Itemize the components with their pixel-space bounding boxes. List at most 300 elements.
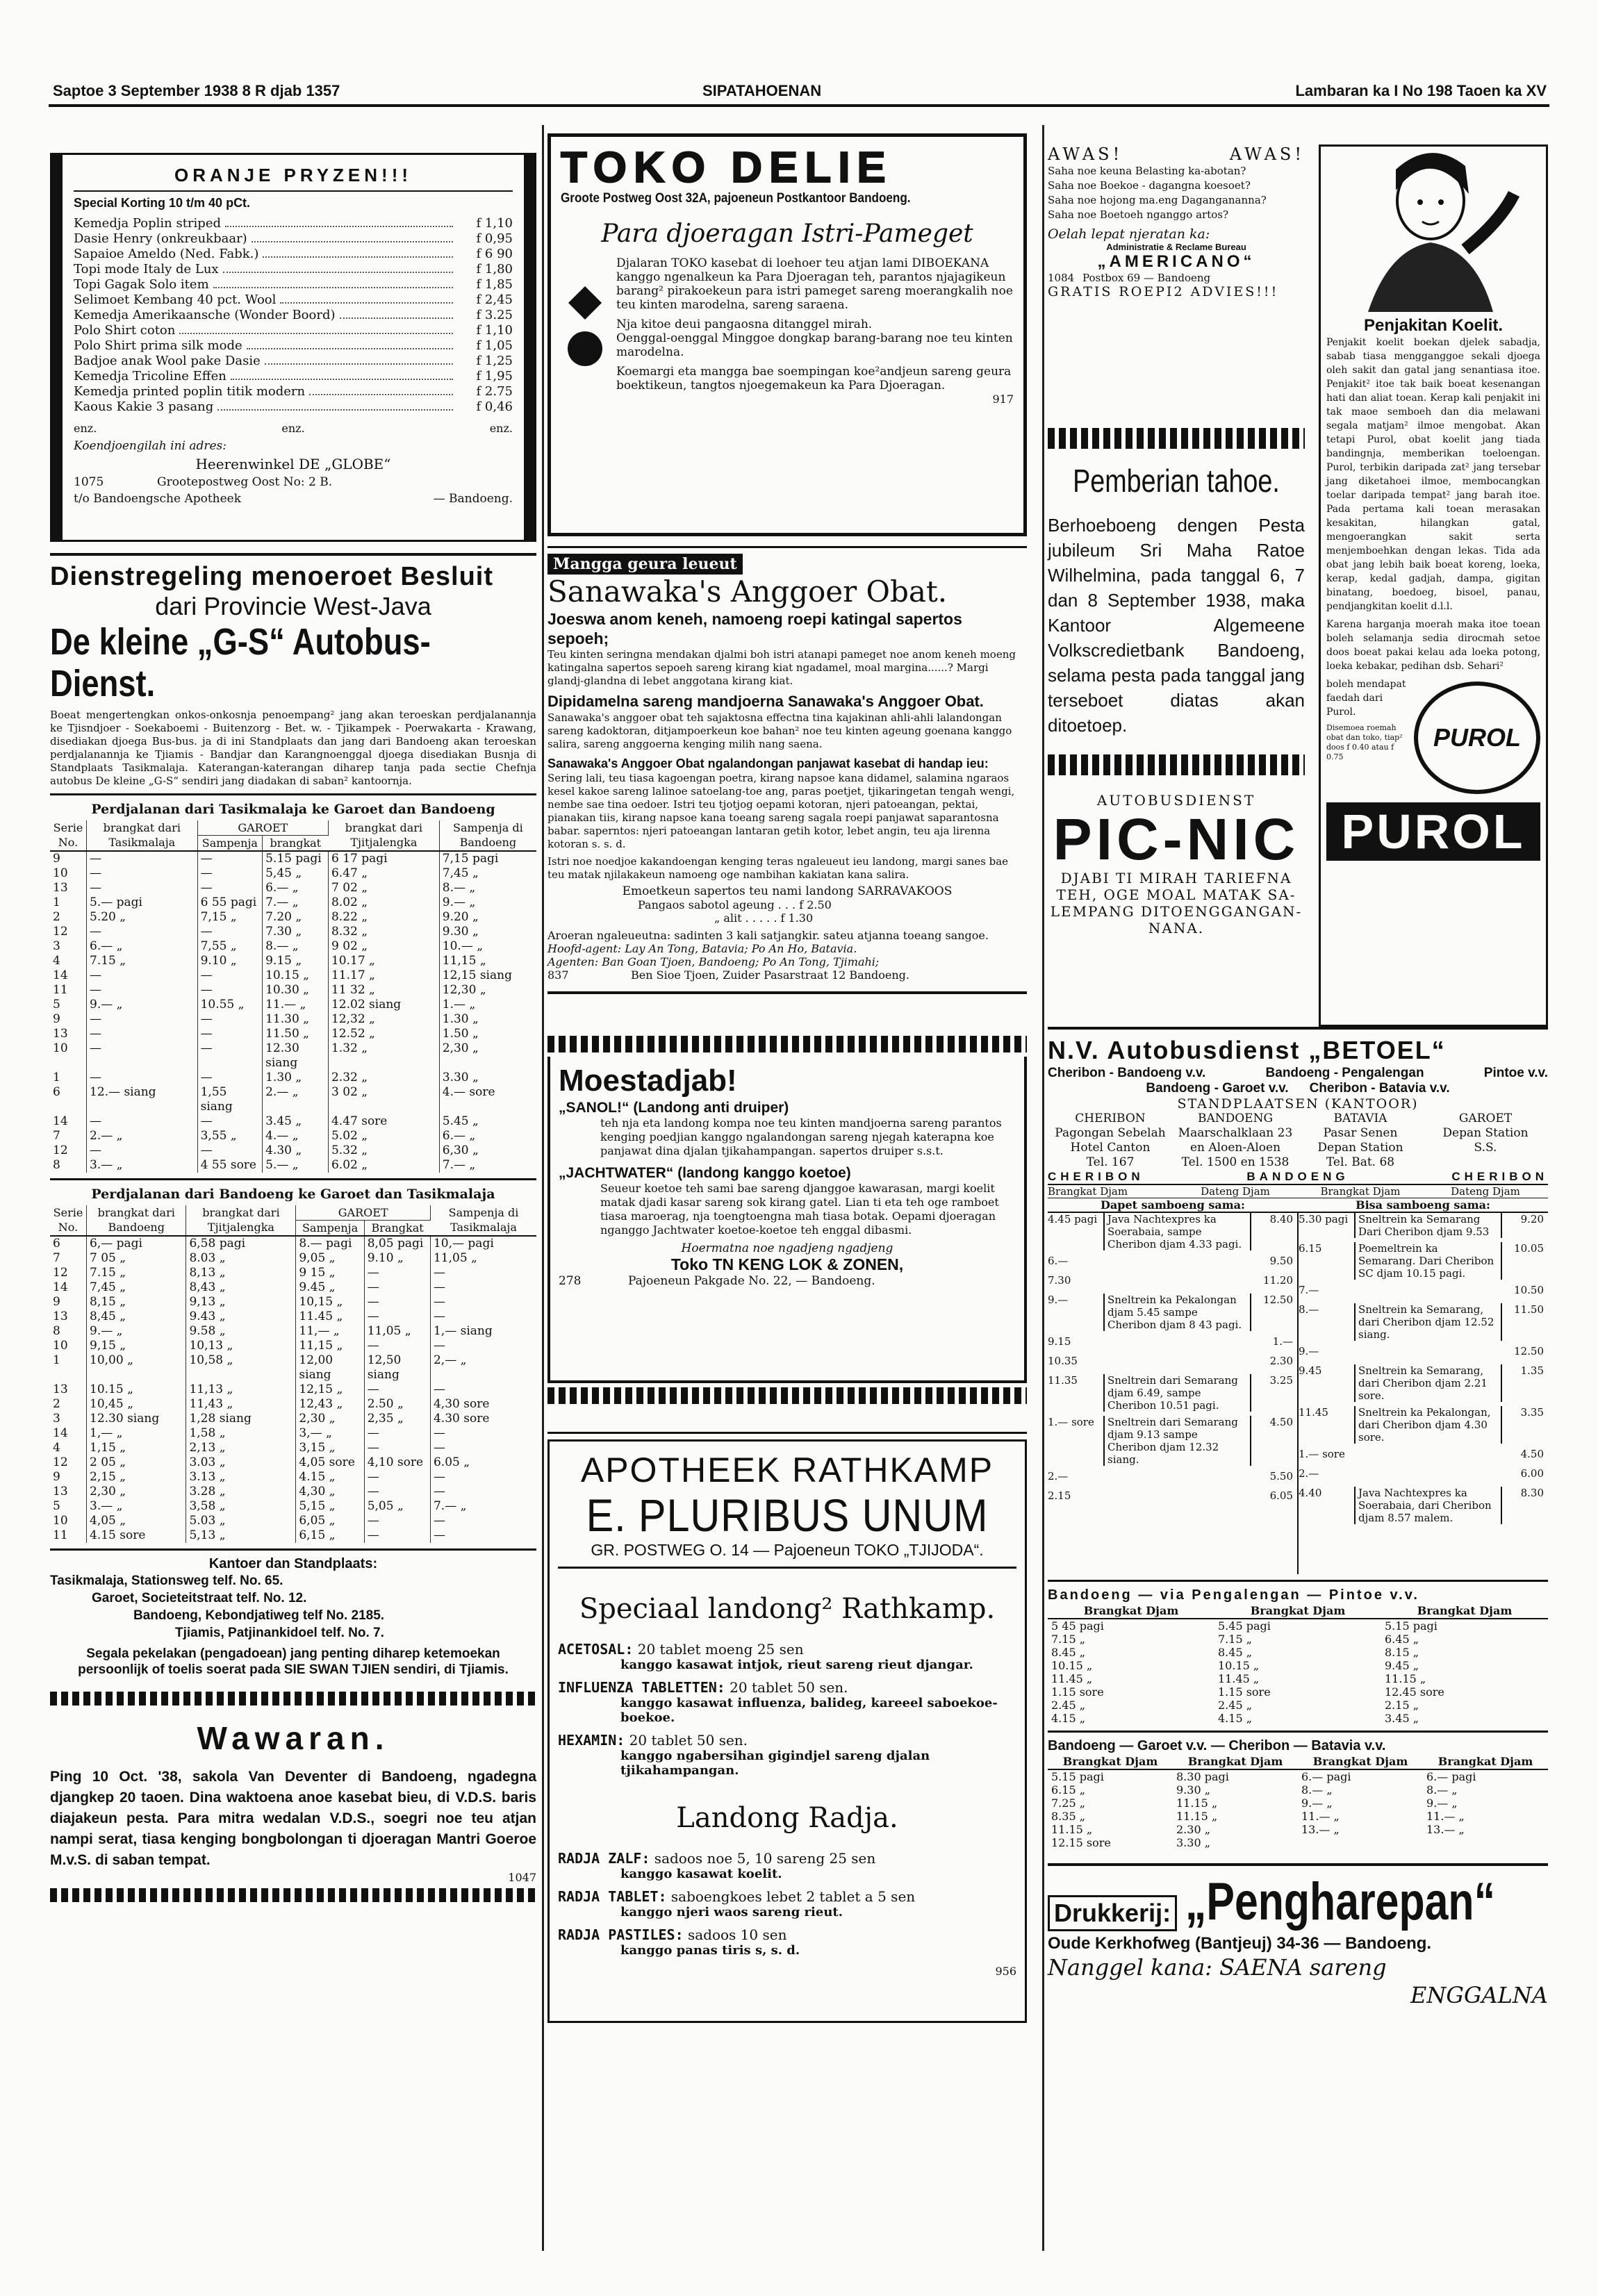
table-cell: 4 55 sore: [197, 1158, 263, 1173]
product-row: [558, 1641, 1016, 1672]
arrive-time: 9.20: [1520, 1213, 1544, 1225]
sanawaka-p1: Teu kinten seringna mendakan djalmi boh istri atanapi pameget noe anom keneh moeng katingalna sapertos sepoeh sareng kirang kiat ngadamel, moal margina......? Margi glandj-glandna di lebet anggotana kirang kiat.: [547, 648, 1016, 687]
table-cell: 5.— pagi: [87, 895, 198, 910]
table-cell: 12,00 siang: [296, 1353, 364, 1382]
depart-time: 7.30: [1048, 1274, 1071, 1287]
sanol-head: „SANOL!“ (Landong anti druiper): [559, 1100, 789, 1116]
table-cell: —: [364, 1382, 430, 1397]
item-price: f 1,05: [476, 338, 513, 353]
office-line: Garoet, Societeitstraat telf. No. 12.: [92, 1591, 307, 1605]
shop-name: Toko TN KENG LOK & ZONEN,: [670, 1255, 904, 1273]
tin-icon: [1414, 682, 1540, 794]
depart-time: 6.—: [1048, 1255, 1069, 1267]
office-row: [1048, 1112, 1548, 1126]
route: Cheribon - Batavia v.v.: [1309, 1081, 1450, 1096]
col-head: Dateng Djam: [1451, 1185, 1520, 1198]
office-cell: Hotel Canton: [1070, 1141, 1151, 1155]
diamond-icon: [568, 286, 602, 320]
table-cell: 8.— „: [1301, 1783, 1333, 1797]
picnic-small: AUTOBUSDIENST: [1096, 792, 1256, 809]
table-cell: 4,30 sore: [433, 1397, 490, 1411]
table-cell: 6 17 pagi: [328, 851, 439, 866]
table-cell: 5 45 pagi: [1051, 1619, 1104, 1633]
table-row: [50, 1071, 536, 1085]
table-cell: 2.— „: [263, 1085, 329, 1114]
col-head: brangkat dari Bandoeng: [87, 1205, 186, 1236]
product-use: kanggo panas tiris s, s. d.: [620, 1943, 800, 1958]
leader-dots: [265, 354, 453, 365]
depart-time: 9.—: [1299, 1345, 1319, 1357]
divider: [50, 1178, 536, 1180]
sanawaka-h2: Dipidamelna sareng mandjoerna Sanawaka's Anggoer Obat.: [547, 693, 984, 710]
table-cell: 8.02 „: [328, 895, 439, 910]
woman-scratching-illustration: [1326, 152, 1535, 312]
price-large: Pangaos sabotol ageung . . . f 2.50: [638, 898, 832, 911]
table-cell: 1.— „: [442, 998, 476, 1011]
table-cell: 1,— „: [87, 1426, 186, 1441]
schedule-row: [1048, 1213, 1297, 1250]
apotheek-special: Speciaal landong² Rathkamp.: [579, 1593, 996, 1625]
table-cell: —: [87, 1041, 198, 1071]
price-row: [74, 231, 513, 247]
divider: [547, 546, 1027, 548]
table-cell: 12.15 sore: [1051, 1836, 1111, 1849]
table-cell: 11.— „: [1426, 1810, 1465, 1823]
timetable-2-title: Perdjalanan dari Bandoeng ke Garoet dan Tasikmalaja: [91, 1187, 495, 1202]
awas-gratis: GRATIS ROEPI2 ADVIES!!!: [1048, 284, 1279, 299]
betoel-left-times: [1048, 1213, 1299, 1574]
table-cell: 11,15 „: [296, 1339, 364, 1353]
connection: [1354, 1467, 1502, 1483]
product-name: ACETOSAL:: [558, 1641, 634, 1658]
office-cell: Depan Station: [1317, 1141, 1403, 1155]
table-cell: —: [87, 1071, 198, 1085]
ad-number: 837: [547, 968, 569, 982]
table-cell: 11.15 „: [1176, 1797, 1218, 1810]
table-cell: 11.30 „: [263, 1012, 329, 1027]
product-line: [558, 1926, 1016, 1943]
office-line: Bandoeng, Kebondjatiweg telf No. 2185.: [133, 1608, 385, 1623]
table-cell: 2.32 „: [328, 1071, 439, 1085]
table-row: [1048, 1672, 1548, 1685]
sanawaka-p5: Emoetkeun sapertos teu nami landong SARRAVAKOOS: [622, 884, 953, 898]
table-cell: —: [87, 881, 198, 895]
table-row: [1048, 1633, 1548, 1646]
table-cell: 13: [50, 1382, 87, 1397]
table-row: [50, 1528, 536, 1543]
divider: [50, 793, 536, 795]
arrive-time: 10.05: [1514, 1242, 1544, 1255]
divider: [1048, 1580, 1548, 1582]
table-cell: 12.45 sore: [1385, 1685, 1444, 1699]
table-cell: —: [87, 983, 198, 998]
betoel-offices: [1048, 1112, 1548, 1170]
table-cell: 8.— pagi: [296, 1236, 364, 1251]
table-cell: 9,05 „: [296, 1251, 364, 1266]
sub-head: Bisa samboeng sama:: [1356, 1198, 1490, 1212]
product-line: [558, 1850, 1016, 1867]
schedule-row: [1048, 1374, 1297, 1412]
col-head: Sampenja di Bandoeng: [439, 820, 536, 851]
price-row: [74, 338, 513, 354]
schedule-row: [1299, 1467, 1548, 1483]
table-cell: 5.45 „: [442, 1114, 479, 1128]
picnic-line: TEH, OGE MOAL MATAK SA-: [1056, 886, 1296, 903]
item-name: Badjoe anak Wool pake Dasie: [74, 354, 261, 368]
depart-time: 11.35: [1048, 1374, 1078, 1387]
table-cell: —: [87, 968, 198, 983]
bus-subtitle: dari Provincie West-Java: [155, 592, 431, 620]
table-cell: 8.— „: [263, 939, 329, 954]
table-cell: —: [197, 1143, 263, 1158]
product-desc: 20 tablet 50 sen.: [625, 1732, 748, 1749]
table-cell: 14: [50, 1426, 87, 1441]
product-desc: 20 tablet moeng 25 sen: [633, 1641, 804, 1658]
table-cell: 3.30 „: [442, 1071, 479, 1084]
office-cell: BATAVIA: [1333, 1112, 1387, 1125]
divider: [1048, 1731, 1548, 1733]
delie-title: TOKO DELIE: [561, 144, 893, 192]
table-cell: —: [364, 1426, 430, 1441]
arrive-time: 6.00: [1520, 1467, 1544, 1480]
sanawaka-agent: Ben Sioe Tjoen, Zuider Pasarstraat 12 Bandoeng.: [631, 968, 909, 982]
table-cell: 6,15 „: [296, 1528, 364, 1543]
table-cell: 5.02 „: [328, 1129, 439, 1143]
table-cell: 12.52 „: [328, 1027, 439, 1041]
table-cell: 8.— „: [442, 881, 476, 895]
regards: Hoermatna noe ngadjeng ngadjeng: [681, 1241, 893, 1255]
table-cell: 10.17 „: [328, 954, 439, 968]
delie-script: Para djoeragan Istri-Pameget: [601, 220, 973, 248]
table-row: [50, 925, 536, 939]
table-row: [50, 954, 536, 968]
price-row: [74, 292, 513, 308]
table-cell: 11: [50, 983, 87, 998]
table-cell: 7.15 „: [87, 1266, 186, 1280]
table-row: [50, 1012, 536, 1027]
schedule-row: [1299, 1448, 1548, 1463]
timetable-1: [50, 820, 536, 1173]
table-cell: 6,05 „: [296, 1514, 364, 1528]
divider: [547, 1432, 1027, 1434]
wawaran-title: Wawaran.: [197, 1720, 390, 1756]
product-line: [558, 1641, 1016, 1658]
table-row: [50, 1266, 536, 1280]
table-cell: 12.— siang: [87, 1085, 198, 1114]
table-cell: 7.15 „: [87, 954, 198, 968]
table-cell: 8,45 „: [87, 1310, 186, 1324]
enz: enz.: [74, 422, 97, 435]
table-row: [50, 1455, 536, 1470]
table-cell: —: [433, 1310, 445, 1323]
depart-time: 1.— sore: [1048, 1416, 1094, 1428]
table-cell: 2.— „: [87, 1129, 198, 1143]
table-cell: 11.— „: [263, 998, 329, 1012]
col-head: Brangkat Djam: [1173, 1754, 1298, 1769]
table-cell: 2.30 „: [1176, 1823, 1210, 1836]
table-row: [50, 1310, 536, 1324]
table-cell: —: [364, 1528, 430, 1543]
schedule-row: [1299, 1487, 1548, 1524]
table-row: [50, 1085, 536, 1114]
table-cell: 11: [50, 1528, 87, 1543]
table-cell: 3.30 „: [1176, 1836, 1210, 1849]
table-row: [50, 1499, 536, 1514]
divider: [50, 553, 536, 556]
table-cell: 5.— „: [263, 1158, 329, 1173]
schedule-row: [1048, 1294, 1297, 1331]
table-cell: 9.15 „: [263, 954, 329, 968]
table-cell: 3,15 „: [296, 1441, 364, 1455]
table-row: [1048, 1783, 1548, 1797]
product-line: [558, 1732, 1016, 1749]
table-row: [50, 881, 536, 895]
table-row: [50, 1027, 536, 1041]
table-cell: 9: [50, 1470, 87, 1485]
table-cell: 2,30 „: [87, 1485, 186, 1499]
table-cell: 1: [50, 1071, 87, 1085]
table-cell: 9,15 „: [87, 1339, 186, 1353]
table-cell: 7.— „: [433, 1499, 467, 1513]
awas-heading: AWAS!: [1229, 144, 1305, 164]
office-cell: Maarschalklaan 23: [1178, 1126, 1293, 1140]
sanawaka-p4: Istri noe noedjoe kakandoengan kenging teras ngaleueut ieu landong, margi sanes bae teu matak njilakakeun namoeng oge nambihan kakiatan kana salira.: [547, 855, 1009, 881]
table-cell: —: [87, 866, 198, 881]
table-cell: 4: [50, 954, 87, 968]
connection: Sneltrein ka Pekalongan, dari Cheribon djam 4.30 sore.: [1354, 1406, 1502, 1444]
depart-time: 6.15: [1299, 1242, 1322, 1255]
table-cell: 8.35 „: [1051, 1810, 1085, 1823]
table-cell: 5: [50, 1499, 87, 1514]
table-cell: —: [197, 1071, 263, 1085]
connection: [1103, 1255, 1251, 1270]
table-cell: 5.03 „: [186, 1514, 296, 1528]
picnic-line: NANA.: [1148, 920, 1205, 936]
table-cell: 7.30 „: [263, 925, 329, 939]
schedule-row: [1299, 1242, 1548, 1280]
table-cell: 13: [50, 1310, 87, 1324]
connection: [1354, 1345, 1502, 1360]
column-divider: [542, 125, 544, 2251]
table-cell: —: [197, 1041, 263, 1071]
purol-brand: PUROL: [1326, 802, 1540, 861]
schedule-row: [1299, 1303, 1548, 1341]
sanawaka-p3: Sering lali, teu tiasa kagoengan poetra, kirang napsoe kana didamel, salamina ngaraos kesel kakoe sareng lalinoe satoelang-toe ang, paras poetjet, tjikaringetan tengah wengi, nembe sae tina oedoer. Istri teu tjotjog oepami kotoran, njeri patoeangan, pektai, pianakan tiis, kirang napsoe kana toeang sareng sagala roepi panjawat saparantosna babar. saperntos: njeri patoeangan lantaran getih kotor, lebet angin, teu aja lirenna kotoran s. s. d.: [547, 772, 1015, 850]
complaint-note: Segala pekelakan (pengadoean) jang penting diharep ketemoekan persoonlijk of toelis soerat pada SIE SWAN TJIEN sendiri, di Tjiamis.: [78, 1646, 509, 1677]
table-cell: 3.28 „: [186, 1485, 296, 1499]
table-cell: 9.30 „: [1176, 1783, 1210, 1797]
leader-dots: [231, 369, 453, 380]
product-row: [558, 1850, 1016, 1881]
table-cell: 6,30 „: [442, 1143, 479, 1157]
col-head: Brangkat Djam: [1381, 1603, 1548, 1619]
col-serie: Serie No.: [50, 820, 87, 851]
product-desc: saboengkoes lebet 2 tablet a 5 sen: [666, 1888, 916, 1905]
column-middle: [547, 125, 1027, 2023]
product-list: [558, 1850, 1016, 1958]
col-head: brangkat dari Tjitjalengka: [186, 1205, 296, 1236]
table-cell: —: [364, 1485, 430, 1499]
table-cell: —: [433, 1441, 445, 1455]
table-cell: 2,13 „: [186, 1441, 296, 1455]
table-cell: —: [87, 1114, 198, 1129]
table-cell: 2,30 „: [296, 1412, 364, 1426]
product-use: kanggo kasawat intjok, rieut sareng rieut djangar.: [620, 1658, 973, 1672]
table-cell: 6: [50, 1236, 87, 1251]
table-cell: 1: [50, 1353, 87, 1382]
product-name: INFLUENZA TABLETTEN:: [558, 1679, 725, 1696]
table-cell: —: [433, 1528, 445, 1542]
table-cell: 9.20 „: [442, 910, 479, 924]
product-list: [558, 1641, 1016, 1778]
ornament-diamonds: [561, 256, 616, 393]
table-cell: 6.02 „: [328, 1158, 439, 1173]
office-row: [1048, 1126, 1548, 1141]
delie-p1: Djalaran TOKO kasebat di loehoer teu atjan lami DIBOEKANA kanggo ngenalkeun ka Para Djoeragan teh, parantos njajagikeun barang² pirakoekeun para istri pameget sareng moerangkalih noe teu kinten marodelna, sareng saraena.: [616, 256, 1013, 312]
table-cell: 1,55 siang: [197, 1085, 263, 1114]
awas-heading: AWAS!: [1048, 144, 1123, 164]
depart-time: 9.—: [1048, 1294, 1069, 1306]
table-row: [50, 895, 536, 910]
product-use: kanggo kasawat influenza, balideg, kareeel saboekoe-boekoe.: [620, 1696, 998, 1725]
product-name: HEXAMIN:: [558, 1732, 625, 1749]
table-cell: 10,13 „: [186, 1339, 296, 1353]
drukkerij-name: „Pengharepan“: [1185, 1872, 1496, 1931]
office-row: [1048, 1155, 1548, 1170]
connection: [1103, 1489, 1251, 1505]
office-line: Tjiamis, Patjinankidoel telf. No. 7.: [175, 1626, 384, 1640]
depart-time: 5.30 pagi: [1299, 1213, 1349, 1225]
table-cell: 10.15 „: [1218, 1659, 1260, 1672]
table-cell: 11.45 „: [1051, 1672, 1093, 1685]
table-cell: 8,05 pagi: [364, 1236, 430, 1251]
office-cell: S.S.: [1474, 1141, 1497, 1155]
table-cell: 3.— „: [87, 1499, 186, 1514]
depart-time: 4.40: [1299, 1487, 1322, 1499]
sanawaka-agent: Agenten: Ban Goan Tjoen, Bandoeng; Po An Tong, Tjimahi;: [547, 955, 880, 968]
table-cell: 13.— „: [1301, 1823, 1340, 1836]
col-head: Brangkat: [364, 1221, 430, 1237]
arrive-time: 9.50: [1269, 1255, 1293, 1267]
purol-ad: [1319, 144, 1548, 1027]
drukkerij-label: Drukkerij:: [1048, 1895, 1177, 1931]
table-row: [50, 866, 536, 881]
table-cell: 8: [50, 1324, 87, 1339]
bureau-name: „AMERICANO“: [1097, 252, 1255, 271]
office-cell: GAROET: [1458, 1112, 1513, 1125]
table-cell: 6.05 „: [433, 1455, 470, 1469]
schedule-row: [1048, 1355, 1297, 1370]
table-cell: 8.22 „: [328, 910, 439, 925]
table-cell: 6.— „: [263, 881, 329, 895]
column-divider: [1042, 125, 1044, 2251]
table-cell: 12: [50, 1266, 87, 1280]
table-row: [50, 1295, 536, 1310]
table-cell: 3,— „: [296, 1426, 364, 1441]
route: Bandoeng - Garoet v.v.: [1146, 1081, 1289, 1096]
table-row: [1048, 1685, 1548, 1699]
schedule-row: [1048, 1470, 1297, 1485]
table-cell: —: [197, 925, 263, 939]
table-cell: 12.30 siang: [87, 1412, 186, 1426]
table-cell: 6: [50, 1085, 87, 1114]
table-row: [50, 1339, 536, 1353]
col-head: Brangkat Djam: [1048, 1603, 1214, 1619]
item-name: Kemedja Tricoline Effen: [74, 369, 226, 383]
apotheek-motto: E. PLURIBUS UNUM: [586, 1489, 989, 1541]
purol-tin: [1410, 677, 1540, 795]
table-cell: 1,28 siang: [186, 1412, 296, 1426]
shop-name: Heerenwinkel DE „GLOBE“: [195, 456, 391, 472]
arrive-time: 6.05: [1269, 1489, 1293, 1502]
depart-time: 11.45: [1299, 1406, 1328, 1419]
leader-dots: [213, 277, 453, 288]
arrive-time: 11.20: [1263, 1274, 1293, 1287]
bus-title: Dienstregeling menoeroet Besluit: [50, 562, 494, 591]
product-row: [558, 1679, 1016, 1725]
enz-row: [74, 422, 513, 435]
table-row: [50, 1441, 536, 1455]
connection: Sneltrein ka Semarang, dari Cheribon djam 2.21 sore.: [1354, 1364, 1502, 1402]
betoel-ad: [1048, 1021, 1548, 2009]
table-cell: 1,15 „: [87, 1441, 186, 1455]
question-line: Saha noe Boekoe - dagangna koesoet?: [1048, 179, 1251, 192]
connection: [1103, 1470, 1251, 1485]
table-cell: 9.30 „: [442, 925, 479, 939]
table-cell: —: [364, 1310, 430, 1324]
connection: Sneltrein dari Semarang djam 9.13 sampe Cheribon djam 12.32 siang.: [1103, 1416, 1251, 1466]
table-cell: 3.13 „: [186, 1470, 296, 1485]
table-cell: 9.43 „: [186, 1310, 296, 1324]
table-cell: 5.15 pagi: [1385, 1619, 1438, 1633]
table-row: [50, 1129, 536, 1143]
table-cell: 9.— „: [87, 998, 198, 1012]
table-cell: —: [197, 968, 263, 983]
table-cell: 12,50 siang: [364, 1353, 430, 1382]
table-cell: 8.45 „: [1051, 1646, 1085, 1659]
arrive-time: 8.40: [1269, 1213, 1293, 1225]
arrive-time: 2.30: [1269, 1355, 1293, 1367]
table-cell: 2,35 „: [364, 1412, 430, 1426]
col-head: Sampenja: [197, 836, 263, 852]
depart-time: 1.— sore: [1299, 1448, 1345, 1460]
table-cell: —: [433, 1382, 445, 1396]
item-price: f 2,45: [476, 292, 513, 307]
table-cell: 10.30 „: [263, 983, 329, 998]
kantor-list: [50, 1572, 536, 1642]
schedule-row: [1048, 1255, 1297, 1270]
schedule-row: [1299, 1284, 1548, 1299]
schedule-row: [1048, 1489, 1297, 1505]
ad-number: 1075: [74, 475, 104, 489]
table-cell: 8.45 „: [1218, 1646, 1252, 1659]
table-cell: 13: [50, 1485, 87, 1499]
depart-time: 9.15: [1048, 1335, 1071, 1348]
pengalengan-table: [1048, 1603, 1548, 1725]
table-cell: 3 02 „: [328, 1085, 439, 1114]
table-cell: 5.20 „: [87, 910, 198, 925]
pengalengan-title: Bandoeng — via Pengalengan — Pintoe v.v.: [1048, 1587, 1419, 1603]
divider: [50, 1548, 536, 1551]
table-cell: 1: [50, 895, 87, 910]
price-list: [74, 216, 513, 415]
table-cell: 5: [50, 998, 87, 1012]
table-cell: 12,15 „: [296, 1382, 364, 1397]
office-cell: Pasar Senen: [1323, 1126, 1398, 1140]
table-cell: 11.15 „: [1176, 1810, 1218, 1823]
depart-time: 2.15: [1048, 1489, 1071, 1502]
apotheek-ad: [547, 1439, 1027, 2023]
